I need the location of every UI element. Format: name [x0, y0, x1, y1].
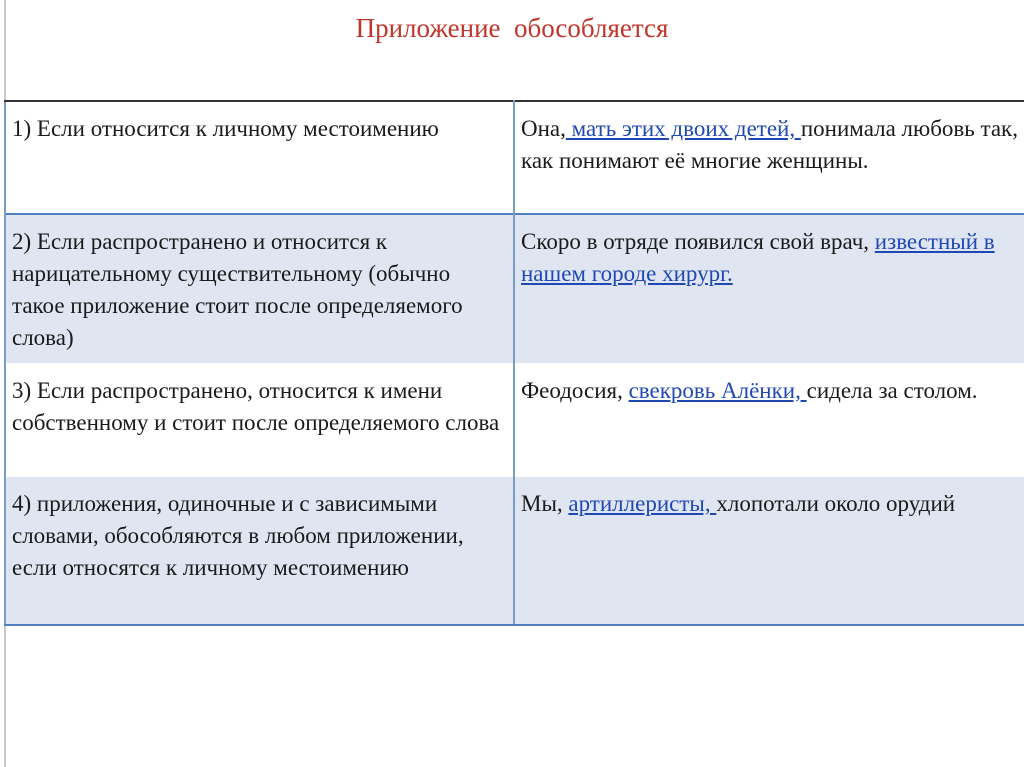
example-text: хлопотали около орудий [716, 491, 956, 516]
page-title: Приложение обособляется [355, 13, 669, 43]
appositive-link[interactable]: известный в нашем городе хирург. [521, 229, 995, 286]
example-text: понимала любовь так, как понимают её многие женщины. [521, 116, 1018, 173]
example-cell [514, 364, 1024, 477]
table-row [5, 101, 1024, 214]
appositive-link[interactable]: артиллеристы, [568, 491, 717, 516]
example-text: Скоро в отряде появился свой врач, [521, 229, 875, 254]
example-text: Мы, [521, 491, 569, 516]
appositive-link[interactable]: мать этих двоих детей, [565, 116, 801, 141]
example-cell [514, 214, 1024, 364]
example-text: сидела за столом. [806, 378, 978, 403]
rule-cell: 1) Если относится к личному местоимению [5, 101, 514, 214]
rules-table [4, 100, 1024, 626]
example-text: Она, [521, 116, 566, 141]
table-row [5, 214, 1024, 364]
rule-cell: 3) Если распространено, относится к имени собственному и стоит после определяемого слова [5, 364, 514, 477]
table-row [5, 364, 1024, 477]
rule-cell: 2) Если распространено и относится к нарицательному существительному (обычно такое приложение стоит после определяемого слова) [5, 214, 514, 364]
rule-cell: 4) приложения, одиночные и с зависимыми словами, обособляются в любом приложении, если относятся к личному местоимению [5, 477, 514, 626]
appositive-link[interactable]: свекровь Алёнки, [628, 378, 807, 403]
table-row [5, 477, 1024, 626]
example-text: Феодосия, [521, 378, 629, 403]
example-cell [514, 101, 1024, 214]
example-cell [514, 477, 1024, 626]
